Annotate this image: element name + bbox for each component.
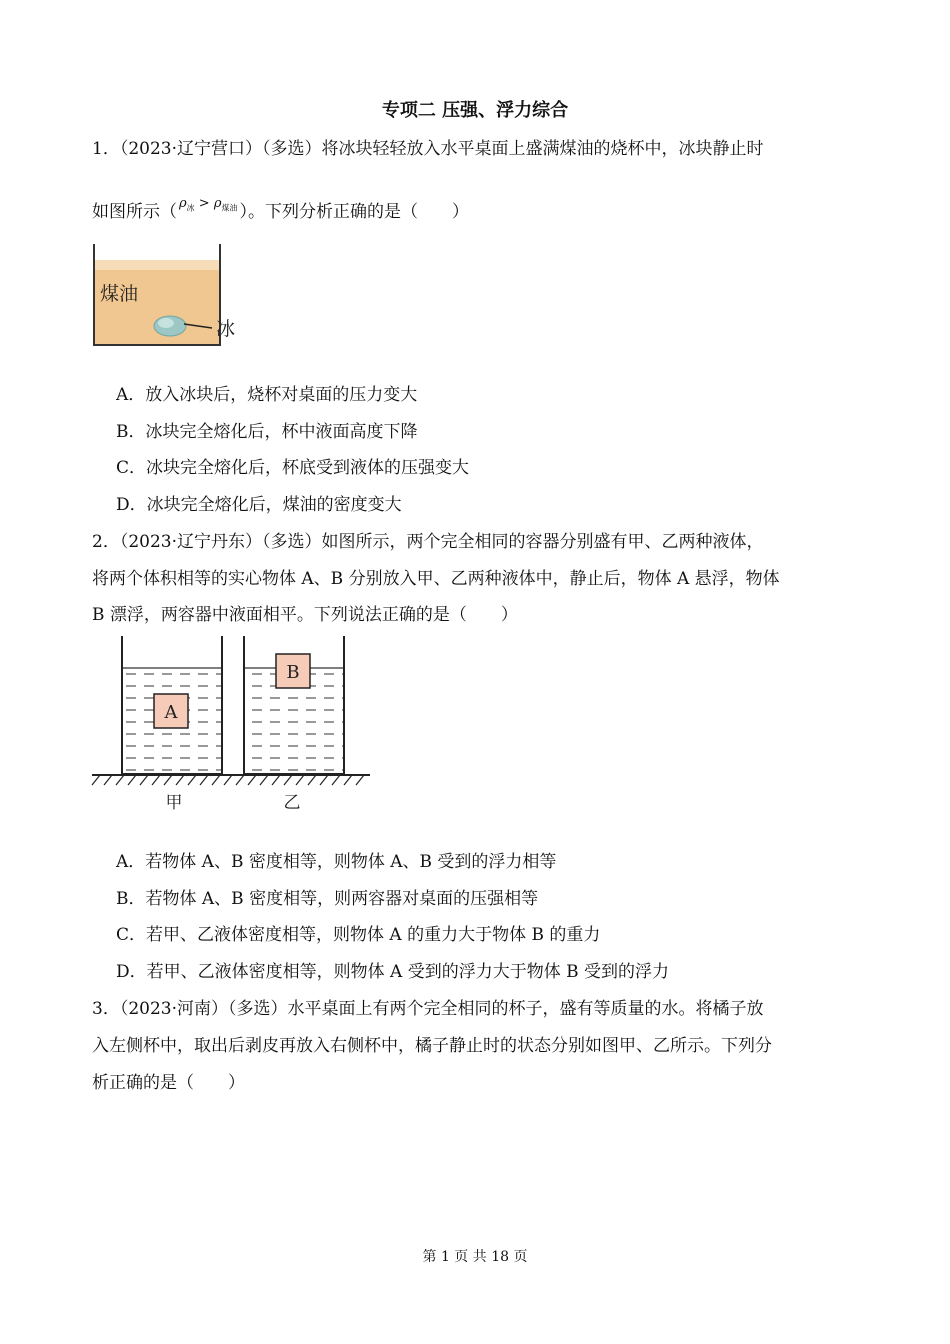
q3-stem-line1: 3．（2023·河南）（多选）水平桌面上有两个完全相同的杯子，盛有等质量的水。将橘子放 (92, 999, 764, 1019)
q1-stem-line1: 1．（2023·辽宁营口）（多选）将冰块轻轻放入水平桌面上盛满煤油的烧杯中，冰块静止时 (92, 139, 764, 159)
q2-option-c: C．若甲、乙液体密度相等，则物体 A 的重力大于物体 B 的重力 (116, 925, 601, 945)
q2-option-d: D．若甲、乙液体密度相等，则物体 A 受到的浮力大于物体 B 受到的浮力 (116, 962, 670, 982)
page-footer: 第 1 页 共 18 页 (422, 1249, 528, 1265)
q2-option-b: B．若物体 A、B 密度相等，则两容器对桌面的压强相等 (116, 889, 539, 909)
q1-stem-line2-pre: 如图所示（ (92, 202, 177, 222)
label-yi: 乙 (283, 793, 301, 812)
q2-stem-line2: 将两个体积相等的实心物体 A、B 分别放入甲、乙两种液体中，静止后，物体 A 悬浮，物体 (92, 569, 780, 589)
q1-option-a: A．放入冰块后，烧杯对桌面的压力变大 (116, 385, 418, 405)
q1-stem-line2-post: ）。下列分析正确的是（ ） (239, 202, 469, 222)
q2-containers-figure (88, 632, 378, 817)
q2-stem-line3: B 漂浮，两容器中液面相平。下列说法正确的是（ ） (92, 605, 518, 625)
kerosene-liquid (94, 265, 220, 345)
q3-stem-line2: 入左侧杯中，取出后剥皮再放入右侧杯中，橘子静止时的状态分别如图甲、乙所示。下列分 (92, 1036, 772, 1056)
q1-option-c: C．冰块完全熔化后，杯底受到液体的压强变大 (116, 458, 470, 478)
q1-stem-line2 (92, 196, 469, 222)
q1-beaker-figure (88, 240, 258, 350)
q1-option-b: B．冰块完全熔化后，杯中液面高度下降 (116, 422, 418, 442)
block-a-label: A (164, 702, 178, 723)
label-jia: 甲 (165, 793, 183, 812)
density-formula: $\rho_冰 > \rho_{煤油}$ (179, 196, 238, 213)
q2-option-a: A．若物体 A、B 密度相等，则物体 A、B 受到的浮力相等 (116, 852, 557, 872)
q1-option-d: D．冰块完全熔化后，煤油的密度变大 (116, 495, 402, 515)
ice-label: 冰 (216, 319, 236, 340)
q2-stem-line1: 2．（2023·辽宁丹东）（多选）如图所示，两个完全相同的容器分别盛有甲、乙两种液体， (92, 532, 764, 552)
page-title: 专项二 压强、浮力综合 (381, 100, 569, 121)
kerosene-label: 煤油 (100, 284, 139, 305)
ground-hatch (92, 775, 364, 785)
block-b-label: B (286, 662, 300, 683)
q3-stem-line3: 析正确的是（ ） (92, 1073, 245, 1093)
